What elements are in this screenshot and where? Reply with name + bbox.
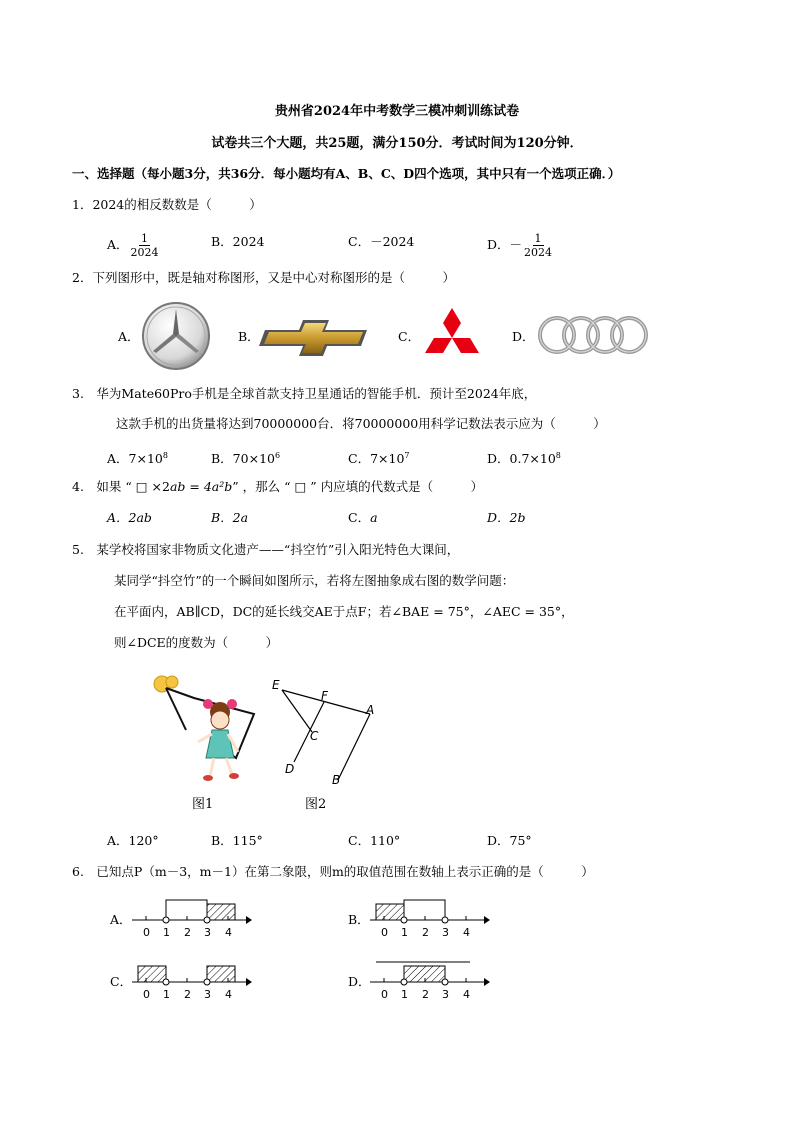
question-5-line4: 则∠DCE的度数为（ ） [114, 635, 279, 650]
tick-label: 1 [401, 926, 408, 939]
line-ec [282, 690, 312, 732]
page-subtitle: 试卷共三个大题，共25题，满分150分．考试时间为120分钟． [211, 136, 583, 151]
q3-b-text: B．70×10 [211, 451, 275, 467]
q5-option-a: A．120° [107, 833, 159, 848]
tick-label: 2 [422, 988, 429, 1001]
point-c-label: C [310, 729, 319, 743]
tick-label: 3 [204, 926, 211, 939]
girl-diabolo-illustration-icon [150, 672, 262, 790]
q4-option-c [348, 510, 378, 526]
q1-option-a-label: A． [107, 237, 129, 252]
question-2-stem: 2．下列图形中，既是轴对称图形，又是中心对称图形的是（ ） [72, 270, 455, 285]
number-line-d [370, 958, 490, 1004]
section-heading: 一、选择题（每小题3分，共36分．每小题均有A、B、C、D四个选项，其中只有一个选项正确．） [72, 166, 621, 181]
q3-c-exponent: 7 [404, 451, 410, 460]
tick-label: 2 [422, 926, 429, 939]
q4-c-var: a [370, 510, 378, 525]
q5-option-d: D．75° [487, 833, 532, 848]
tick-label: 1 [163, 926, 170, 939]
question-6-stem: 6. 已知点P（m－3，m－1）在第二象限，则m的取值范围在数轴上表示正确的是（ ） [72, 864, 594, 879]
point-d-label: D [285, 762, 295, 776]
tick-label: 4 [225, 926, 232, 939]
q6-option-b-label: B． [348, 912, 370, 927]
number-line-c [132, 958, 252, 1004]
q3-b-exponent: 6 [274, 451, 281, 460]
tick-label: 2 [184, 926, 191, 939]
q1-option-b: B．2024 [211, 234, 265, 249]
diamond-left [425, 338, 452, 353]
tick-label: 4 [463, 988, 470, 1001]
number-line-b [370, 896, 490, 942]
diamond-right [452, 338, 479, 353]
q2-option-b-label: B． [238, 329, 260, 344]
q1-option-d [487, 232, 554, 259]
question-3-line1: 3. 华为Mate60Pro手机是全球首款支持卫星通话的智能手机．预计至2024年底， [72, 386, 537, 401]
tick-label: 2 [184, 988, 191, 1001]
q5-option-b: B．115° [211, 833, 263, 848]
chevrolet-logo-icon [259, 318, 371, 358]
mitsubishi-logo-icon [421, 306, 483, 364]
q4-option-d: D．2b [487, 510, 526, 525]
q4-c-label: C． [348, 510, 371, 525]
page-title: 贵州省2024年中考数学三模冲刺训练试卷 [274, 104, 520, 119]
q6-option-c-label: C． [110, 974, 133, 989]
q3-a-text: A．7×10 [107, 451, 163, 467]
q1-a-fraction [129, 232, 161, 259]
tick-label: 0 [381, 988, 388, 1001]
question-5-line3: 在平面内，AB∥CD，DC的延长线交AE于点F；若∠BAE = 75°，∠AEC = 35°， [114, 604, 574, 619]
q4-stem-math: ab = 4a²b [169, 479, 233, 494]
audi-rings-logo-icon [535, 313, 653, 357]
tick-label: 4 [225, 988, 232, 1001]
point-b-label: B [332, 773, 341, 787]
tick-label: 1 [401, 988, 408, 1001]
q3-option-a [107, 448, 168, 467]
figure-1-caption: 图1 [192, 797, 214, 812]
q1-option-d-label: D．－ [487, 237, 523, 252]
q4-option-a: A．2ab [107, 510, 152, 525]
line-fd [294, 702, 324, 762]
point-f-label: F [321, 689, 328, 703]
q4-option-b: B．2a [211, 510, 249, 525]
fraction-denominator: 2024 [130, 246, 159, 259]
q3-c-text: C．7×10 [348, 451, 405, 467]
q3-d-text: D．0.7×10 [487, 451, 556, 467]
q6-option-a-label: A． [110, 912, 132, 927]
q1-d-fraction [522, 232, 554, 259]
question-3-line2: 这款手机的出货量将达到70000000台．将70000000用科学记数法表示应为（ ） [116, 416, 606, 431]
q4-stem-post: ” ，那么 “ □ ” 内应填的代数式是（ ） [232, 479, 484, 494]
tick-label: 0 [143, 988, 150, 1001]
fraction-denominator: 2024 [524, 246, 553, 259]
tick-label: 3 [442, 988, 449, 1001]
question-5-line1: 5. 某学校将国家非物质文化遗产——“抖空竹”引入阳光特色大课间， [72, 542, 460, 557]
tick-label: 4 [463, 926, 470, 939]
tick-label: 0 [381, 926, 388, 939]
q3-option-d [487, 448, 561, 467]
q5-option-c: C．110° [348, 833, 401, 848]
diamond-top [443, 308, 461, 338]
q2-option-a-label: A． [118, 329, 140, 344]
tick-label: 0 [143, 926, 150, 939]
figure-2-caption: 图2 [305, 797, 327, 812]
q3-d-exponent: 8 [555, 451, 561, 460]
geometry-figure-2 [268, 674, 388, 790]
tick-label: 1 [163, 988, 170, 1001]
q3-option-c [348, 448, 410, 467]
question-4-stem [72, 479, 483, 495]
tick-label: 3 [204, 988, 211, 1001]
question-5-line2: 某同学“抖空竹”的一个瞬间如图所示，若将左图抽象成右图的数学问题： [114, 573, 515, 588]
q2-option-c-label: C． [398, 329, 421, 344]
point-a-label: A [366, 703, 375, 717]
line-ab [338, 714, 370, 780]
point-e-label: E [272, 678, 280, 692]
q1-option-a [107, 232, 161, 259]
q1-option-c: C．－2024 [348, 234, 415, 249]
q2-option-d-label: D． [512, 329, 535, 344]
q6-option-d-label: D． [348, 974, 371, 989]
number-line-a [132, 896, 252, 942]
question-1-stem: 1．2024的相反数数是（ ） [72, 197, 262, 212]
fraction-numerator: 1 [141, 232, 149, 245]
tick-label: 3 [442, 926, 449, 939]
q4-stem-pre: 4. 如果 “ □ ×2 [72, 479, 170, 494]
q3-a-exponent: 8 [162, 451, 168, 460]
q3-option-b [211, 448, 280, 467]
mercedes-logo-icon [141, 301, 211, 371]
fraction-numerator: 1 [534, 232, 542, 245]
